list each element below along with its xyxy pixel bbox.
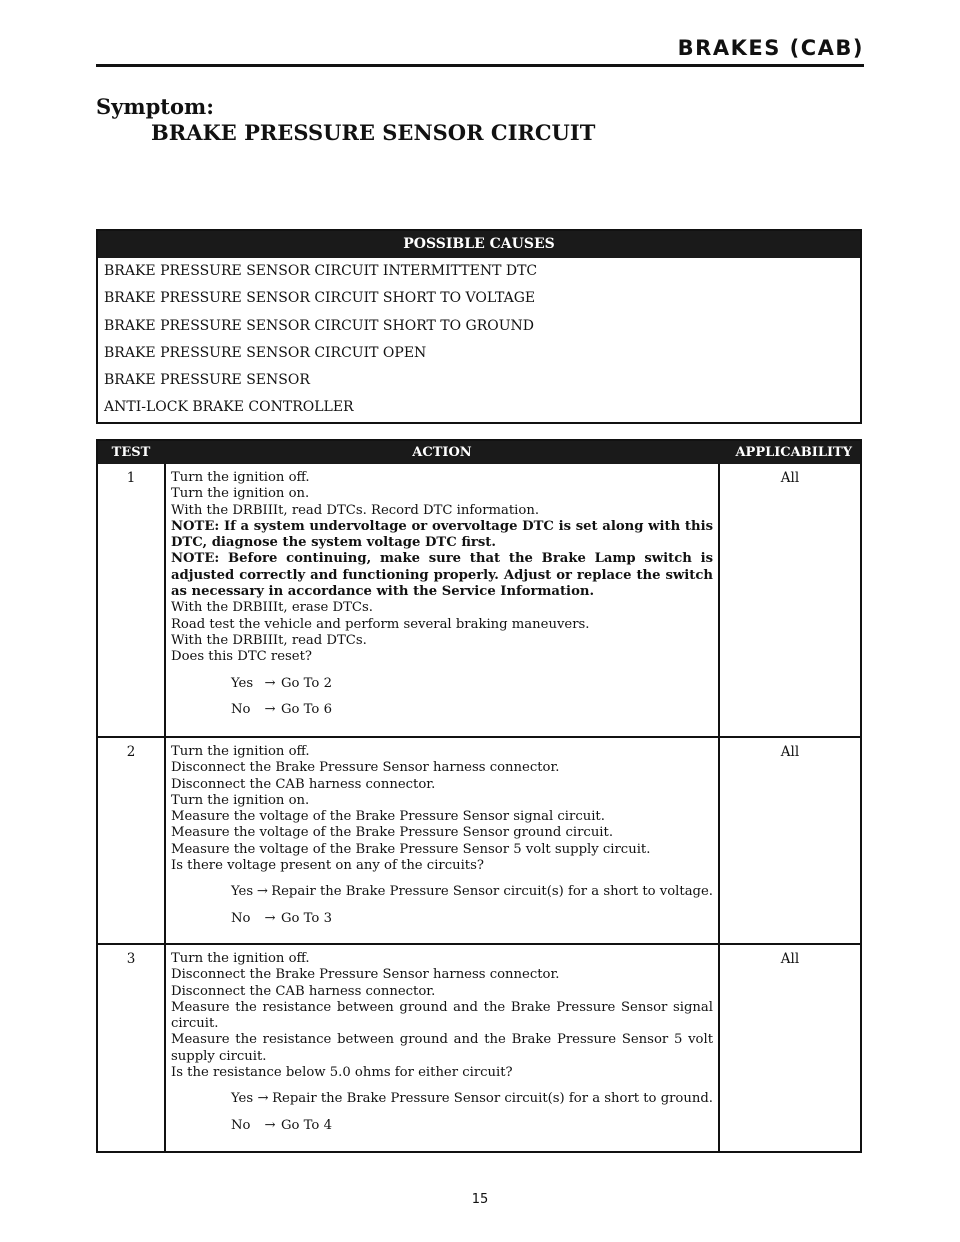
test-number: 3	[126, 951, 136, 967]
no-branch	[171, 911, 713, 927]
action-line: Turn the ignition off.	[171, 744, 310, 759]
action-note: NOTE: If a system undervoltage or overvoltage DTC is set along with this DTC, diagnose the system voltage DTC first.	[171, 518, 713, 551]
arrow-right-icon: →	[256, 884, 268, 900]
action-line: Disconnect the Brake Pressure Sensor harness connector.	[171, 967, 560, 983]
action-line: With the DRBIIIt, read DTCs. Record DTC information.	[171, 502, 540, 518]
yes-result: Repair the Brake Pressure Sensor circuit(s) for a short to voltage.	[271, 884, 713, 900]
action-line: Measure the voltage of the Brake Pressure Sensor ground circuit.	[171, 825, 614, 841]
action-line: With the DRBIIIt, erase DTCs.	[171, 600, 373, 616]
action-line: Disconnect the Brake Pressure Sensor harness connector.	[171, 760, 560, 776]
arrow-right-icon: →	[257, 1091, 269, 1107]
action-line: Does this DTC reset?	[171, 649, 312, 665]
action-line: Is the resistance below 5.0 ohms for either circuit?	[171, 1065, 513, 1081]
test-table-header	[98, 441, 860, 464]
symptom-label: Symptom:	[96, 94, 214, 119]
action-line: Measure the voltage of the Brake Pressure Sensor signal circuit.	[171, 809, 605, 825]
header-test: TEST	[111, 445, 151, 460]
cause-item: BRAKE PRESSURE SENSOR	[104, 372, 310, 389]
no-result: Go To 4	[281, 1117, 332, 1133]
action-line: Turn the ignition on.	[171, 486, 310, 502]
no-branch	[171, 702, 713, 718]
header-applicability: APPLICABILITY	[735, 445, 852, 460]
yes-branch	[171, 676, 713, 692]
yes-branch	[171, 1091, 713, 1107]
test-applicability: All	[780, 744, 800, 760]
no-label: No	[231, 701, 251, 717]
cause-item: BRAKE PRESSURE SENSOR CIRCUIT OPEN	[104, 344, 427, 361]
possible-causes-heading: POSSIBLE CAUSES	[98, 231, 860, 258]
action-line: Disconnect the CAB harness connector.	[171, 983, 436, 999]
yes-label: Yes	[231, 675, 254, 691]
test-row-1	[98, 464, 860, 736]
cause-item: BRAKE PRESSURE SENSOR CIRCUIT INTERMITTENT DTC	[104, 263, 538, 279]
no-result: Go To 6	[281, 701, 332, 717]
cause-item: ANTI-LOCK BRAKE CONTROLLER	[104, 399, 354, 416]
arrow-right-icon: →	[264, 701, 276, 717]
possible-causes-table	[96, 229, 862, 424]
test-number: 1	[126, 470, 136, 486]
action-line: With the DRBIIIt, read DTCs.	[171, 632, 367, 648]
arrow-right-icon: →	[264, 1117, 276, 1133]
test-applicability: All	[780, 951, 800, 967]
action-line: Measure the resistance between ground and the Brake Pressure Sensor 5 volt supply circuit.	[171, 1032, 713, 1064]
yes-result: Repair the Brake Pressure Sensor circuit(s) for a short to ground.	[272, 1091, 713, 1107]
no-branch	[171, 1118, 713, 1134]
yes-label: Yes	[231, 1091, 254, 1107]
action-line: Turn the ignition off.	[171, 470, 310, 485]
action-line: Turn the ignition off.	[171, 951, 310, 966]
test-action	[164, 464, 720, 736]
yes-branch	[171, 884, 713, 900]
no-label: No	[231, 1117, 251, 1133]
action-line: Turn the ignition on.	[171, 792, 310, 808]
test-action	[164, 945, 720, 1151]
action-line: Measure the voltage of the Brake Pressure Sensor 5 volt supply circuit.	[171, 841, 651, 857]
test-table	[96, 439, 862, 1153]
header-action: ACTION	[412, 445, 472, 460]
no-label: No	[231, 910, 251, 926]
cause-item: BRAKE PRESSURE SENSOR CIRCUIT SHORT TO VOLTAGE	[104, 290, 536, 307]
action-line: Road test the vehicle and perform several braking maneuvers.	[171, 616, 590, 632]
header-rule	[96, 64, 864, 67]
action-line: Disconnect the CAB harness connector.	[171, 776, 436, 792]
test-row-2	[98, 736, 860, 943]
test-applicability: All	[780, 470, 800, 486]
yes-result: Go To 2	[281, 675, 332, 691]
symptom-title: BRAKE PRESSURE SENSOR CIRCUIT	[151, 120, 596, 145]
yes-label: Yes	[231, 884, 254, 900]
no-result: Go To 3	[281, 910, 332, 926]
cause-item: BRAKE PRESSURE SENSOR CIRCUIT SHORT TO GROUND	[104, 317, 535, 334]
test-number: 2	[126, 744, 136, 760]
section-title: BRAKES (CAB)	[677, 36, 864, 60]
test-action	[164, 738, 720, 943]
page-number: 15	[471, 1192, 489, 1207]
test-row-3	[98, 943, 860, 1151]
action-line: Measure the resistance between ground and the Brake Pressure Sensor signal circuit.	[171, 999, 713, 1032]
arrow-right-icon: →	[264, 910, 276, 926]
action-line: Is there voltage present on any of the circuits?	[171, 858, 484, 874]
action-note: NOTE: Before continuing, make sure that the Brake Lamp switch is adjusted correctly and functioning properly. Adjust or replace the switch as necessary in accordance with the Service Information.	[171, 551, 713, 600]
arrow-right-icon: →	[264, 675, 276, 691]
